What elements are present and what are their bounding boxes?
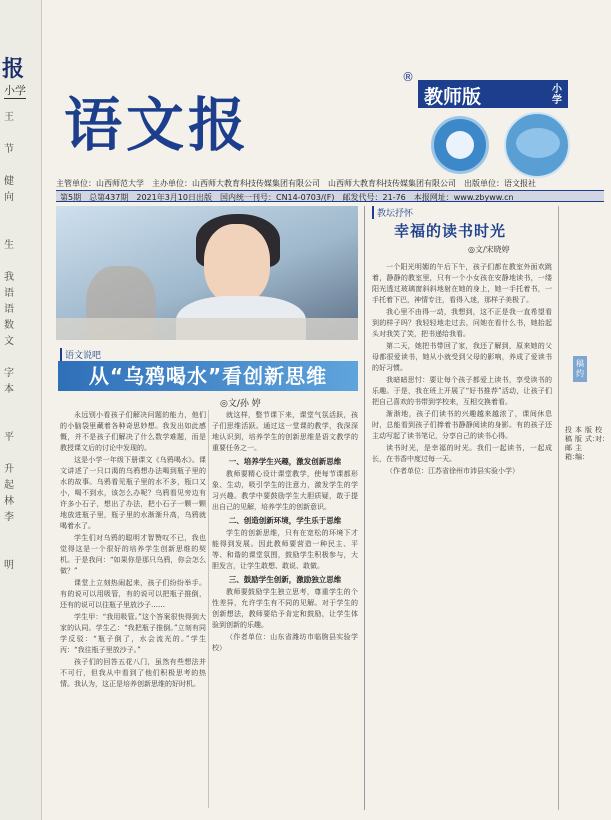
- paragraph: 我暗暗思忖：要让每个孩子都爱上读书，享受读书的乐趣。于是，我在班上开展了“好书推荐”活动，让孩子们把自己喜欢的书带到学校来，互相交换着看。: [372, 376, 552, 406]
- paragraph: 就这样，整节课下来，课堂气氛活跃，孩子们思维活跃。通过这一堂课的教学，我深深地认识到，培养学生的创新思维是语文教学的重要任务之一。: [212, 411, 358, 452]
- edition-badge: [418, 80, 568, 108]
- section-heading: 一、培养学生兴趣，激发创新思维: [228, 457, 342, 466]
- issue-info-bar: 第5期 总第437期 2021年3月10日出版 国内统一刊号：CN14-0703/(F) 邮发代号：21-76 本报网址：www.zbyww.cn: [56, 190, 604, 202]
- edition-label: 教师版: [424, 86, 482, 108]
- publication-info: 主管单位：山西师范大学 主办单位：山西师大教育科技传媒集团有限公司 山西师大教育科技传媒集团有限公司 出版单位：语文报社: [56, 179, 536, 188]
- paragraph: （作者单位：山东省潍坊市临朐县实验学校）: [212, 633, 358, 652]
- adjacent-page-fragment: 生: [4, 240, 14, 251]
- adjacent-page-fragment: 李: [4, 512, 14, 523]
- adjacent-page-fragment: [4, 798, 38, 814]
- adjacent-page-fragment: 本: [4, 384, 14, 395]
- adjacent-page-strip: [0, 0, 42, 820]
- adjacent-page-fragment: [4, 782, 38, 798]
- adjacent-page-fragment: [4, 206, 38, 222]
- adjacent-page-fragment: 我: [4, 272, 14, 283]
- adjacent-page-fragment: [4, 702, 38, 718]
- adjacent-page-fragment: [4, 638, 38, 654]
- staff-credit: 版式：: [585, 426, 599, 443]
- paragraph: 孩子们的回答五花八门，虽然有些想法并不可行，但我从中看到了他们积极思考的热情。我认为，这正是培养创新思维的好时机。: [60, 658, 206, 688]
- article-photo: [56, 206, 358, 340]
- left-article-column-b: [212, 410, 358, 808]
- adjacent-page-fragment: 起: [4, 480, 14, 491]
- adjacent-page-fragment: 健: [4, 176, 14, 187]
- paragraph: 第二天，她把书带回了家，我还了解到，原来她的父母都很爱读书，她从小就受到父母的影响，养成了爱读书的好习惯。: [372, 342, 552, 372]
- left-section-label: 语文说吧: [60, 348, 101, 361]
- adjacent-page-fragment: 文: [4, 336, 14, 347]
- paragraph: 我心里不由得一动，我想到，这不正是我一直希望看到的样子吗？我轻轻地走过去，问她在看什么书，她抬起头对我笑了笑，把书递给我看。: [372, 308, 552, 338]
- newspaper-logo: 语文报: [64, 91, 251, 159]
- adjacent-page-fragment: 向: [4, 192, 14, 203]
- paragraph: 一个阳光明媚的午后下午，孩子们都在教室外面欢跳着，静静的教室里，只有一个小女孩在安静地读书，一缕阳光透过玻璃窗斜斜地射在她的身上，她一手托着书，一手托着下巴，神情专注，看得入迷，那样子美极了。: [372, 263, 552, 304]
- publisher-seal-icon: [431, 116, 489, 174]
- paragraph: 学生甲：“我用吸管。”这个答案很快得到大家的认同。学生乙：“我把瓶子推倒。”立刻有同学反驳：“瓶子倒了，水会流光的。”学生丙：“我往瓶子里放沙子。”: [60, 613, 206, 654]
- adjacent-page-fragment: 语: [4, 288, 14, 299]
- adjacent-page-fragment: [4, 734, 38, 750]
- paragraph: 学生的创新思维，只有在宽松的环境下才能得到发展。因此教师要营造一种民主、平等、和谐的课堂氛围，鼓励学生积极参与，大胆发言，让学生敢想、敢说、敢做。: [212, 529, 358, 570]
- left-article-column-a: [60, 410, 206, 808]
- adjacent-page-column: [4, 110, 38, 820]
- adjacent-page-fragment: [4, 654, 38, 670]
- adjacent-page-fragment: [4, 718, 38, 734]
- adjacent-page-fragment: 语: [4, 304, 14, 315]
- section-heading: 二、创造创新环境，学生乐于思维: [228, 516, 342, 525]
- adjacent-page-fragment: [4, 814, 38, 820]
- edition-level: 小学: [552, 84, 562, 106]
- adjacent-page-fragment: [4, 686, 38, 702]
- left-headline: 从“乌鸦喝水”看创新思维: [58, 361, 358, 391]
- right-section-label: 教坛抒怀: [372, 206, 413, 219]
- section-heading: 三、鼓励学生创新，激励独立思维: [228, 575, 342, 584]
- adjacent-page-fragment: [4, 542, 38, 558]
- adjacent-page-fragment: [4, 766, 38, 782]
- right-headline: 幸福的读书时光: [394, 222, 507, 240]
- anniversary-seal-icon: [504, 112, 570, 178]
- paragraph: 这是小学一年级下册课文《乌鸦喝水》。课文讲述了一只口渴的乌鸦想办法喝到瓶子里的水的故事。乌鸦看见瓶子里的水不多，瓶口又小，喝不到水，该怎么办呢？乌鸦看见旁边有许多小石子，想出了办法，把小石子一颗一颗地放进瓶子里，瓶子里的水渐渐升高，乌鸦就喝着水了。: [60, 456, 206, 530]
- paragraph: 课堂上立刻热闹起来，孩子们纷纷举手。有的说可以用吸管，有的说可以把瓶子推倒，还有的说可以往瓶子里放沙子……: [60, 579, 206, 609]
- adjacent-page-title: 报: [2, 56, 25, 82]
- adjacent-page-fragment: [4, 526, 38, 542]
- adjacent-page-fragment: [4, 750, 38, 766]
- adjacent-page-fragment: 字: [4, 368, 14, 379]
- adjacent-page-fragment: [4, 670, 38, 686]
- adjacent-page-fragment: 平: [4, 432, 14, 443]
- submission-tag: 稿约: [573, 356, 587, 382]
- adjacent-page-fragment: [4, 350, 38, 366]
- adjacent-page-fragment: [4, 158, 38, 174]
- adjacent-page-fragment: [4, 590, 38, 606]
- staff-credit: 投稿邮箱：: [565, 426, 579, 461]
- adjacent-page-fragment: [4, 126, 38, 142]
- adjacent-page-fragment: 王: [4, 112, 14, 123]
- paragraph: 教师要精心设计课堂教学，使每节课都形象、生动，吸引学生的注意力，激发学生的学习兴趣。教学中要鼓励学生大胆质疑，敢于提出自己的见解，培养学生的创新意识。: [212, 470, 358, 511]
- staff-credit: 本版主编：: [575, 426, 589, 461]
- adjacent-page-fragment: [4, 254, 38, 270]
- adjacent-page-fragment: [4, 414, 38, 430]
- adjacent-page-fragment: 节: [4, 144, 14, 155]
- registered-mark: ®: [402, 70, 414, 84]
- adjacent-page-fragment: 林: [4, 496, 14, 507]
- section-divider: [364, 206, 365, 810]
- adjacent-page-fragment: [4, 398, 38, 414]
- staff-credit: 校对：: [595, 426, 609, 443]
- adjacent-page-fragment: [4, 222, 38, 238]
- adjacent-page-fragment: 数: [4, 320, 14, 331]
- adjacent-page-fragment: [4, 606, 38, 622]
- paragraph: 学生们对乌鸦的聪明才智赞叹不已，我也觉得这是一个很好的培养学生创新思维的契机。于是我问：“如果你是那只乌鸦，你会怎么做？”: [60, 534, 206, 575]
- adjacent-page-fragment: [4, 446, 38, 462]
- paragraph: 读书时光，是幸福的时光。我们一起读书，一起成长，在书香中度过每一天。: [372, 444, 552, 463]
- paragraph: 渐渐地，孩子们读书的兴趣越来越浓了，课间休息时，总能看到孩子们捧着书静静阅读的身影。有的孩子还主动写起了读书笔记，分享自己的读书心得。: [372, 410, 552, 440]
- column-divider: [208, 410, 209, 808]
- left-author: ◎文/孙 婷: [220, 399, 261, 409]
- adjacent-page-fragment: 明: [4, 560, 14, 571]
- adjacent-page-fragment: 升: [4, 464, 14, 475]
- paragraph: 教师要鼓励学生独立思考，尊重学生的个性差异，允许学生有不同的见解。对于学生的创新想法，教师要给予肯定和鼓励，让学生体验到创新的乐趣。: [212, 588, 358, 629]
- photo-face: [204, 224, 270, 304]
- photo-desk: [56, 318, 358, 340]
- right-article-column: [372, 262, 552, 810]
- right-author: ◎文/宋晓婷: [468, 245, 510, 254]
- masthead: [56, 68, 604, 176]
- adjacent-page-subtitle: 小学: [4, 84, 26, 97]
- adjacent-page-fragment: [4, 622, 38, 638]
- right-margin-strip: [558, 206, 609, 810]
- paragraph: （作者单位：江苏省徐州市沛县实验小学）: [386, 467, 519, 475]
- paragraph: 永远别小看孩子们解决问题的能力，他们的小脑袋里藏着各种奇思妙想。我发出如此感慨，并不是孩子们解决了什么数学难题，而是教授课文后的讨论中发现的。: [60, 411, 206, 452]
- adjacent-page-fragment: [4, 574, 38, 590]
